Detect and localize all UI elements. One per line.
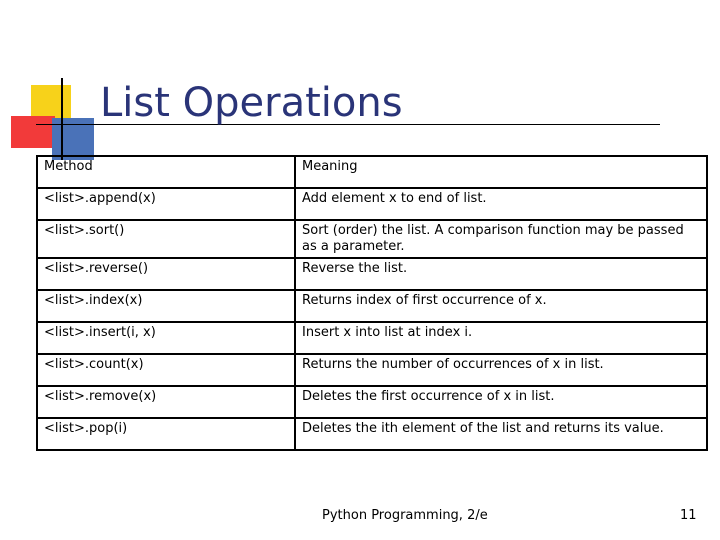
header-method: Method [37,156,295,188]
method-cell: <list>.insert(i, x) [37,322,295,354]
method-cell: <list>.count(x) [37,354,295,386]
meaning-cell: Sort (order) the list. A comparison function may be passed as a parameter. [295,220,707,258]
method-cell: <list>.pop(i) [37,418,295,450]
slide-title: List Operations [100,80,403,126]
table-row [37,188,707,220]
method-cell: <list>.index(x) [37,290,295,322]
meaning-cell: Deletes the ith element of the list and returns its value. [295,418,707,450]
meaning-cell: Returns index of first occurrence of x. [295,290,707,322]
decor-red-square [11,116,55,148]
table-row [37,322,707,354]
table-row [37,290,707,322]
table-row [37,220,707,258]
meaning-cell: Reverse the list. [295,258,707,290]
meaning-cell: Insert x into list at index i. [295,322,707,354]
footer-text: Python Programming, 2/e [322,508,488,523]
table-row [37,386,707,418]
table-row [37,418,707,450]
header-meaning: Meaning [295,156,707,188]
meaning-cell: Deletes the first occurrence of x in list. [295,386,707,418]
table-header-row [37,156,707,188]
meaning-cell: Returns the number of occurrences of x in list. [295,354,707,386]
method-cell: <list>.sort() [37,220,295,258]
meaning-cell: Add element x to end of list. [295,188,707,220]
page-number: 11 [680,508,697,523]
method-cell: <list>.reverse() [37,258,295,290]
decor-vertical-line [61,78,63,160]
method-cell: <list>.append(x) [37,188,295,220]
table-row [37,354,707,386]
method-cell: <list>.remove(x) [37,386,295,418]
table-row [37,258,707,290]
operations-table [36,155,708,451]
